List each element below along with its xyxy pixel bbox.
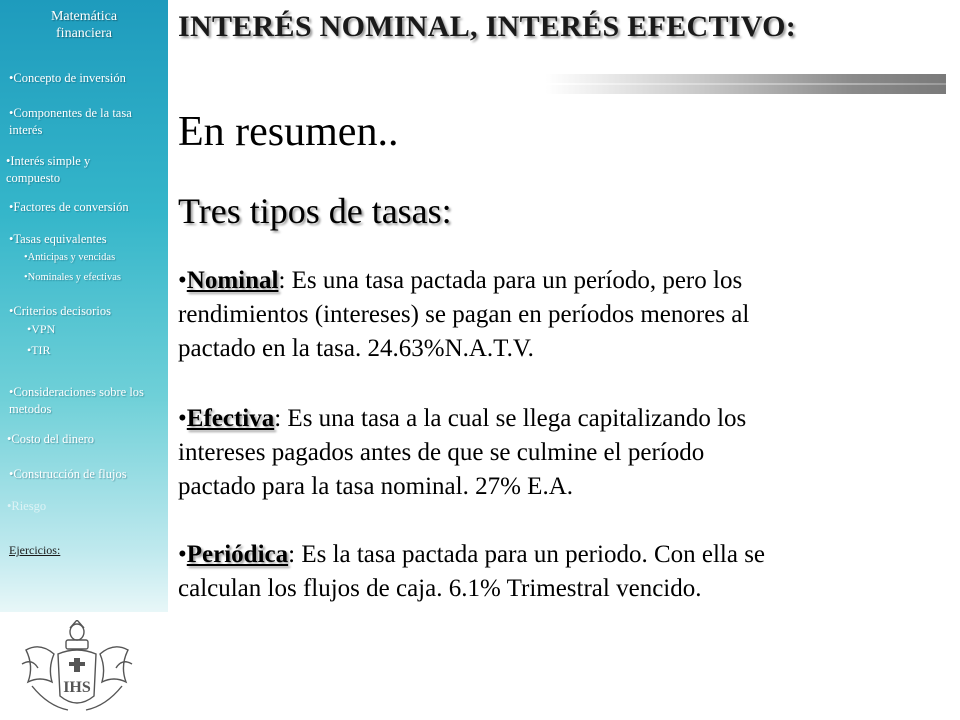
- bullet-efectiva: [178, 402, 938, 504]
- definition-line: intereses pagados antes de que se culmine el período: [178, 439, 705, 466]
- page-title: INTERÉS NOMINAL, INTERÉS EFECTIVO:: [178, 10, 797, 43]
- nav-subitem-anticipas-vencidas[interactable]: •Anticipas y vencidas: [24, 252, 116, 263]
- definition-line: pactado en la tasa. 24.63%N.A.T.V.: [178, 335, 534, 362]
- nav-item-factores-conversion[interactable]: •Factores de conversión: [9, 200, 129, 214]
- nav-item-criterios-decisorios[interactable]: •Criterios decisorios: [9, 304, 111, 318]
- nav-item-componentes-tasa[interactable]: •Componentes de la tasa interés: [9, 106, 132, 137]
- bullet-line: •Periódica: Es la tasa pactada para un periodo. Con ella se: [178, 541, 766, 568]
- definition-line: rendimientos (intereses) se pagan en períodos menores al: [178, 301, 750, 328]
- definition-line: : Es la tasa pactada para un periodo. Con ella se: [288, 541, 766, 568]
- term-efectiva: Efectiva: [186, 405, 275, 432]
- brand-line-1: Matemática: [50, 9, 118, 24]
- summary-heading: En resumen..: [178, 109, 399, 155]
- nav-item-riesgo[interactable]: •Riesgo: [7, 499, 47, 513]
- definition-line: calculan los flujos de caja. 6.1% Trimestral vencido.: [178, 575, 702, 602]
- header-divider: [176, 74, 946, 94]
- definition-line: : Es una tasa pactada para un período, pero los: [278, 267, 743, 294]
- nav-subitem-tir[interactable]: •TIR: [27, 343, 51, 357]
- nav-item-concepto-inversion[interactable]: •Concepto de inversión: [9, 71, 126, 85]
- brand-line-2: financiera: [56, 26, 112, 41]
- nav-subitem-nominales-efectivas[interactable]: •Nominales y efectivas: [24, 272, 121, 283]
- term-periodica: Periódica: [186, 541, 289, 568]
- bullet-line: •Nominal: Es una tasa pactada para un período, pero los: [178, 267, 743, 294]
- bullet-line: •Efectiva: Es una tasa a la cual se llega capitalizando los: [178, 405, 747, 432]
- rate-types-heading: Tres tipos de tasas:: [178, 191, 452, 231]
- crest-monogram: IHS: [63, 679, 91, 696]
- nav-item-interes-simple-compuesto[interactable]: •Interés simple y compuesto: [6, 154, 91, 185]
- bullet-nominal: [178, 264, 938, 366]
- bullet-periodica: [178, 538, 938, 606]
- definition-line: : Es una tasa a la cual se llega capitalizando los: [274, 405, 747, 432]
- university-crest-icon: [18, 620, 136, 716]
- nav-item-tasas-equivalentes[interactable]: •Tasas equivalentes: [9, 232, 107, 246]
- nav-item-construccion-flujos[interactable]: •Construcción de flujos: [9, 467, 127, 481]
- nav-item-costo-dinero[interactable]: •Costo del dinero: [7, 432, 95, 446]
- nav-subitem-vpn[interactable]: •VPN: [27, 322, 56, 336]
- sidebar: [0, 0, 168, 720]
- definition-line: pactado para la tasa nominal. 27% E.A.: [178, 473, 573, 500]
- ejercicios-link[interactable]: Ejercicios:: [9, 543, 61, 557]
- nav-item-consideraciones-metodos[interactable]: •Consideraciones sobre los metodos: [9, 385, 144, 416]
- term-nominal: Nominal: [186, 267, 279, 294]
- sidebar-brand: [0, 8, 168, 42]
